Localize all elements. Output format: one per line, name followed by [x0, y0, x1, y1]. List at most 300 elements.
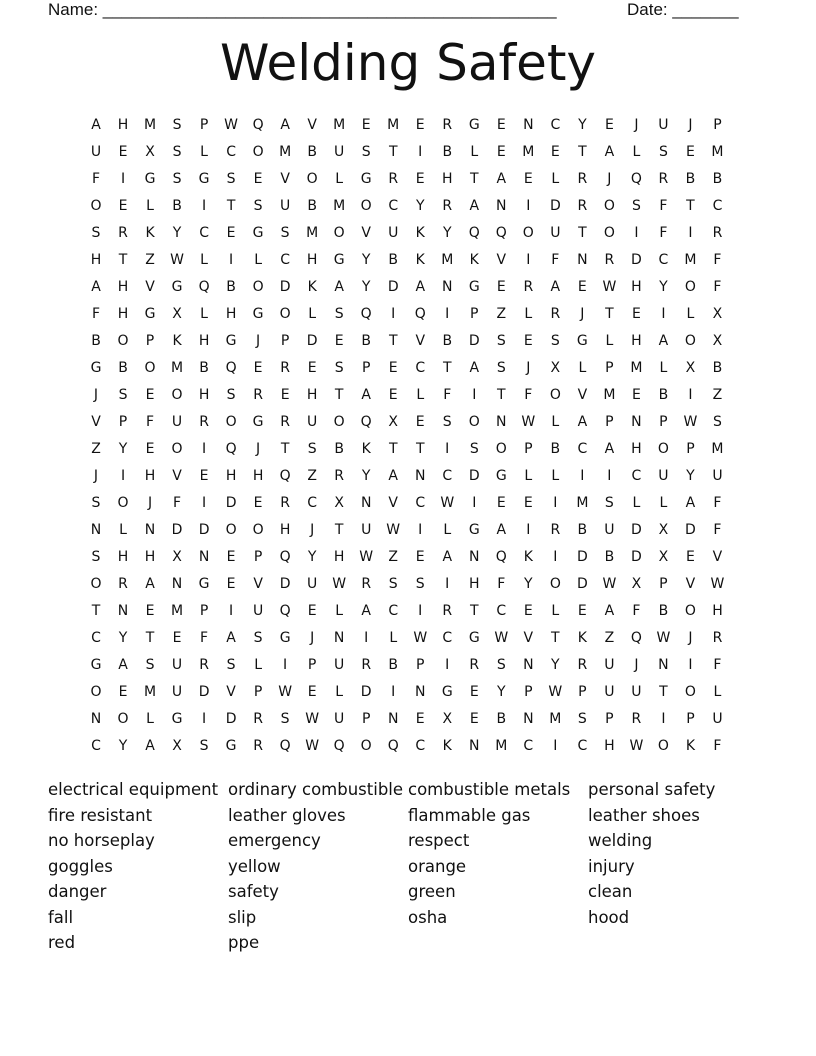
grid-letter[interactable]: Y: [172, 225, 182, 241]
grid-letter[interactable]: O: [603, 225, 615, 241]
grid-letter[interactable]: N: [442, 279, 453, 295]
grid-letter[interactable]: M: [711, 441, 724, 457]
grid-letter[interactable]: F: [713, 738, 722, 754]
grid-letter[interactable]: Q: [387, 738, 399, 754]
grid-letter[interactable]: S: [307, 441, 317, 457]
grid-letter[interactable]: L: [632, 495, 641, 511]
grid-letter[interactable]: L: [524, 306, 533, 322]
grid-letter[interactable]: V: [172, 468, 182, 484]
grid-letter[interactable]: O: [252, 522, 264, 538]
grid-letter[interactable]: E: [415, 711, 425, 727]
grid-letter[interactable]: S: [226, 657, 236, 673]
grid-letter[interactable]: I: [526, 522, 531, 538]
grid-letter[interactable]: K: [361, 441, 371, 457]
grid-letter[interactable]: F: [659, 225, 668, 241]
grid-letter[interactable]: A: [226, 630, 236, 646]
grid-letter[interactable]: N: [496, 198, 507, 214]
grid-letter[interactable]: R: [361, 657, 372, 673]
grid-letter[interactable]: I: [634, 225, 639, 241]
grid-letter[interactable]: X: [442, 711, 453, 727]
grid-letter[interactable]: P: [253, 549, 263, 565]
grid-letter[interactable]: J: [147, 495, 153, 511]
grid-letter[interactable]: E: [226, 225, 236, 241]
grid-letter[interactable]: I: [661, 711, 666, 727]
grid-letter[interactable]: R: [577, 198, 588, 214]
grid-letter[interactable]: D: [387, 279, 399, 295]
grid-letter[interactable]: R: [712, 630, 723, 646]
grid-letter[interactable]: F: [713, 495, 722, 511]
grid-letter[interactable]: L: [551, 414, 560, 430]
grid-letter[interactable]: O: [684, 333, 696, 349]
grid-letter[interactable]: K: [523, 549, 533, 565]
grid-letter[interactable]: N: [387, 711, 399, 727]
grid-letter[interactable]: N: [360, 495, 372, 511]
grid-letter[interactable]: S: [469, 441, 479, 457]
grid-letter[interactable]: I: [391, 684, 396, 700]
grid-letter[interactable]: Y: [551, 657, 560, 673]
grid-letter[interactable]: M: [495, 738, 508, 754]
grid-letter[interactable]: O: [684, 603, 696, 619]
grid-letter[interactable]: E: [118, 684, 128, 700]
grid-letter[interactable]: G: [90, 360, 102, 376]
grid-letter[interactable]: W: [602, 279, 617, 295]
grid-letter[interactable]: Q: [414, 306, 426, 322]
grid-letter[interactable]: E: [388, 360, 398, 376]
grid-letter[interactable]: R: [523, 279, 534, 295]
grid-letter[interactable]: B: [91, 333, 101, 349]
grid-letter[interactable]: Z: [496, 306, 507, 322]
grid-letter[interactable]: H: [144, 549, 156, 565]
grid-letter[interactable]: O: [603, 198, 615, 214]
grid-letter[interactable]: C: [91, 630, 101, 646]
grid-letter[interactable]: T: [497, 387, 506, 403]
grid-letter[interactable]: B: [307, 198, 317, 214]
grid-letter[interactable]: P: [605, 414, 614, 430]
grid-letter[interactable]: I: [445, 576, 450, 592]
grid-letter[interactable]: R: [334, 468, 345, 484]
grid-letter[interactable]: L: [200, 144, 208, 160]
grid-letter[interactable]: S: [226, 387, 236, 403]
grid-letter[interactable]: M: [387, 117, 400, 133]
grid-letter[interactable]: E: [307, 603, 317, 619]
grid-letter[interactable]: I: [418, 603, 423, 619]
grid-letter[interactable]: S: [280, 225, 290, 241]
grid-letter[interactable]: H: [117, 306, 129, 322]
grid-letter[interactable]: P: [416, 657, 425, 673]
grid-letter[interactable]: P: [361, 360, 371, 376]
grid-letter[interactable]: W: [386, 522, 401, 538]
grid-letter[interactable]: F: [632, 603, 641, 619]
grid-letter[interactable]: D: [631, 252, 642, 268]
grid-letter[interactable]: O: [90, 198, 102, 214]
grid-letter[interactable]: B: [361, 333, 371, 349]
grid-letter[interactable]: V: [523, 630, 534, 646]
grid-letter[interactable]: E: [361, 117, 371, 133]
grid-letter[interactable]: M: [333, 198, 346, 214]
grid-letter[interactable]: E: [523, 333, 533, 349]
grid-letter[interactable]: D: [225, 495, 237, 511]
grid-letter[interactable]: G: [252, 414, 264, 430]
grid-letter[interactable]: B: [199, 360, 209, 376]
grid-letter[interactable]: H: [117, 279, 129, 295]
grid-letter[interactable]: N: [523, 711, 534, 727]
grid-letter[interactable]: T: [578, 144, 587, 160]
grid-letter[interactable]: T: [280, 441, 290, 457]
grid-letter[interactable]: M: [143, 684, 157, 700]
grid-letter[interactable]: I: [445, 657, 450, 673]
grid-letter[interactable]: H: [252, 468, 264, 484]
grid-letter[interactable]: W: [521, 414, 536, 430]
grid-letter[interactable]: Q: [225, 441, 237, 457]
grid-letter[interactable]: N: [198, 549, 210, 565]
grid-letter[interactable]: G: [252, 306, 264, 322]
grid-letter[interactable]: S: [253, 630, 263, 646]
grid-letter[interactable]: I: [688, 387, 693, 403]
grid-letter[interactable]: O: [117, 495, 129, 511]
grid-letter[interactable]: A: [388, 468, 398, 484]
grid-letter[interactable]: J: [607, 171, 612, 187]
grid-letter[interactable]: Q: [360, 414, 372, 430]
grid-letter[interactable]: X: [631, 576, 642, 592]
grid-letter[interactable]: G: [441, 684, 453, 700]
grid-letter[interactable]: A: [442, 549, 453, 565]
grid-letter[interactable]: E: [415, 117, 425, 133]
grid-letter[interactable]: W: [413, 630, 428, 646]
grid-letter[interactable]: C: [658, 252, 669, 268]
grid-letter[interactable]: O: [225, 522, 237, 538]
grid-letter[interactable]: R: [442, 117, 453, 133]
grid-letter[interactable]: K: [172, 333, 182, 349]
grid-letter[interactable]: S: [334, 360, 344, 376]
grid-letter[interactable]: Y: [118, 738, 128, 754]
grid-letter[interactable]: U: [252, 603, 264, 619]
grid-letter[interactable]: W: [305, 738, 320, 754]
grid-letter[interactable]: O: [171, 387, 183, 403]
grid-letter[interactable]: N: [90, 522, 102, 538]
grid-letter[interactable]: V: [280, 171, 290, 187]
grid-letter[interactable]: S: [496, 657, 506, 673]
grid-letter[interactable]: G: [576, 333, 588, 349]
grid-letter[interactable]: H: [198, 333, 210, 349]
grid-letter[interactable]: U: [171, 684, 183, 700]
grid-letter[interactable]: G: [468, 522, 480, 538]
grid-letter[interactable]: M: [171, 360, 184, 376]
grid-letter[interactable]: H: [198, 387, 210, 403]
grid-letter[interactable]: Y: [686, 468, 695, 484]
grid-letter[interactable]: Z: [604, 630, 615, 646]
grid-letter[interactable]: H: [117, 549, 129, 565]
grid-letter[interactable]: L: [335, 171, 344, 187]
grid-letter[interactable]: M: [630, 360, 643, 376]
grid-letter[interactable]: Y: [361, 468, 371, 484]
grid-letter[interactable]: U: [631, 684, 642, 700]
grid-letter[interactable]: E: [307, 360, 317, 376]
grid-letter[interactable]: A: [280, 117, 290, 133]
grid-letter[interactable]: T: [686, 198, 695, 214]
grid-letter[interactable]: C: [307, 495, 318, 511]
grid-letter[interactable]: U: [307, 414, 318, 430]
grid-letter[interactable]: X: [658, 522, 669, 538]
grid-letter[interactable]: E: [415, 171, 425, 187]
grid-letter[interactable]: S: [226, 171, 236, 187]
grid-letter[interactable]: E: [686, 549, 695, 565]
grid-letter[interactable]: L: [119, 522, 127, 538]
grid-letter[interactable]: E: [118, 144, 128, 160]
grid-letter[interactable]: F: [91, 306, 101, 322]
grid-letter[interactable]: J: [526, 360, 531, 376]
grid-letter[interactable]: R: [253, 711, 263, 727]
grid-letter[interactable]: P: [470, 306, 479, 322]
grid-letter[interactable]: S: [415, 576, 425, 592]
grid-letter[interactable]: T: [118, 252, 128, 268]
grid-letter[interactable]: Q: [468, 225, 480, 241]
grid-letter[interactable]: G: [198, 171, 210, 187]
grid-letter[interactable]: H: [306, 252, 318, 268]
grid-letter[interactable]: D: [549, 198, 561, 214]
grid-letter[interactable]: F: [713, 657, 722, 673]
grid-letter[interactable]: Q: [279, 738, 291, 754]
grid-letter[interactable]: E: [145, 441, 155, 457]
grid-letter[interactable]: X: [334, 495, 344, 511]
grid-letter[interactable]: E: [577, 279, 587, 295]
grid-letter[interactable]: R: [658, 171, 669, 187]
grid-letter[interactable]: I: [472, 495, 477, 511]
grid-letter[interactable]: W: [710, 576, 725, 592]
grid-letter[interactable]: O: [360, 198, 372, 214]
grid-letter[interactable]: T: [388, 144, 398, 160]
grid-letter[interactable]: B: [334, 441, 344, 457]
grid-letter[interactable]: L: [146, 198, 154, 214]
grid-letter[interactable]: E: [496, 144, 506, 160]
grid-letter[interactable]: W: [548, 684, 563, 700]
grid-letter[interactable]: A: [496, 171, 507, 187]
grid-letter[interactable]: I: [661, 306, 666, 322]
grid-letter[interactable]: F: [713, 252, 722, 268]
grid-letter[interactable]: H: [333, 549, 345, 565]
grid-letter[interactable]: P: [280, 333, 290, 349]
grid-letter[interactable]: N: [631, 414, 642, 430]
grid-letter[interactable]: U: [604, 684, 615, 700]
grid-letter[interactable]: G: [333, 252, 345, 268]
grid-letter[interactable]: P: [524, 684, 533, 700]
grid-letter[interactable]: O: [90, 576, 102, 592]
grid-letter[interactable]: R: [280, 360, 290, 376]
grid-letter[interactable]: R: [550, 306, 561, 322]
grid-letter[interactable]: L: [308, 306, 317, 322]
grid-letter[interactable]: Y: [307, 549, 317, 565]
grid-letter[interactable]: H: [631, 441, 642, 457]
grid-letter[interactable]: D: [685, 522, 696, 538]
grid-letter[interactable]: T: [145, 630, 155, 646]
grid-letter[interactable]: O: [468, 414, 480, 430]
grid-letter[interactable]: T: [415, 441, 425, 457]
grid-letter[interactable]: U: [171, 657, 183, 673]
grid-letter[interactable]: D: [225, 711, 237, 727]
grid-letter[interactable]: L: [416, 387, 425, 403]
grid-letter[interactable]: Q: [279, 603, 291, 619]
grid-letter[interactable]: J: [688, 117, 693, 133]
grid-letter[interactable]: L: [335, 603, 344, 619]
grid-letter[interactable]: N: [90, 711, 102, 727]
grid-letter[interactable]: B: [550, 441, 561, 457]
grid-letter[interactable]: U: [658, 468, 669, 484]
grid-letter[interactable]: W: [359, 549, 374, 565]
grid-letter[interactable]: V: [253, 576, 263, 592]
grid-letter[interactable]: B: [388, 657, 399, 673]
grid-letter[interactable]: H: [144, 468, 156, 484]
grid-letter[interactable]: F: [146, 414, 155, 430]
grid-letter[interactable]: R: [577, 171, 588, 187]
grid-letter[interactable]: E: [226, 549, 236, 565]
grid-letter[interactable]: D: [468, 468, 480, 484]
grid-letter[interactable]: P: [145, 333, 155, 349]
grid-letter[interactable]: I: [202, 198, 207, 214]
grid-letter[interactable]: A: [577, 414, 588, 430]
grid-letter[interactable]: E: [226, 576, 236, 592]
grid-letter[interactable]: H: [441, 171, 453, 187]
grid-letter[interactable]: A: [658, 333, 669, 349]
grid-letter[interactable]: D: [576, 576, 588, 592]
grid-letter[interactable]: L: [470, 144, 479, 160]
grid-letter[interactable]: J: [93, 468, 99, 484]
grid-letter[interactable]: O: [144, 360, 156, 376]
grid-letter[interactable]: E: [469, 711, 479, 727]
grid-letter[interactable]: D: [198, 522, 210, 538]
grid-letter[interactable]: W: [224, 117, 239, 133]
grid-letter[interactable]: Z: [91, 441, 101, 457]
grid-letter[interactable]: O: [279, 306, 291, 322]
grid-letter[interactable]: O: [90, 684, 102, 700]
grid-letter[interactable]: S: [388, 576, 398, 592]
grid-letter[interactable]: J: [256, 441, 261, 457]
grid-letter[interactable]: W: [683, 414, 698, 430]
grid-letter[interactable]: S: [496, 360, 506, 376]
grid-letter[interactable]: G: [468, 279, 480, 295]
grid-letter[interactable]: V: [712, 549, 723, 565]
grid-letter[interactable]: Q: [360, 306, 372, 322]
grid-letter[interactable]: B: [658, 387, 669, 403]
grid-letter[interactable]: I: [283, 657, 288, 673]
grid-letter[interactable]: M: [684, 252, 697, 268]
grid-letter[interactable]: A: [361, 603, 371, 619]
grid-letter[interactable]: P: [686, 711, 695, 727]
grid-letter[interactable]: C: [415, 360, 426, 376]
grid-letter[interactable]: M: [441, 252, 454, 268]
grid-letter[interactable]: E: [145, 603, 155, 619]
grid-letter[interactable]: T: [551, 630, 560, 646]
grid-letter[interactable]: E: [523, 603, 533, 619]
grid-letter[interactable]: U: [712, 711, 723, 727]
grid-letter[interactable]: W: [305, 711, 320, 727]
grid-letter[interactable]: S: [91, 495, 101, 511]
grid-letter[interactable]: G: [171, 279, 183, 295]
grid-letter[interactable]: O: [252, 279, 264, 295]
grid-letter[interactable]: K: [415, 225, 425, 241]
grid-letter[interactable]: C: [577, 738, 588, 754]
grid-letter[interactable]: T: [334, 522, 344, 538]
grid-letter[interactable]: E: [496, 117, 506, 133]
grid-letter[interactable]: S: [334, 306, 344, 322]
grid-letter[interactable]: P: [307, 657, 317, 673]
grid-letter[interactable]: M: [603, 387, 616, 403]
grid-letter[interactable]: E: [686, 144, 695, 160]
grid-letter[interactable]: B: [685, 171, 696, 187]
grid-letter[interactable]: N: [171, 576, 183, 592]
grid-letter[interactable]: H: [631, 333, 642, 349]
grid-letter[interactable]: L: [578, 360, 587, 376]
grid-letter[interactable]: I: [553, 495, 558, 511]
grid-letter[interactable]: K: [442, 738, 452, 754]
grid-letter[interactable]: R: [388, 171, 399, 187]
grid-letter[interactable]: S: [550, 333, 560, 349]
grid-letter[interactable]: H: [604, 738, 615, 754]
grid-letter[interactable]: O: [333, 414, 345, 430]
grid-letter[interactable]: R: [469, 657, 480, 673]
grid-letter[interactable]: O: [252, 144, 264, 160]
grid-letter[interactable]: R: [577, 657, 588, 673]
grid-letter[interactable]: H: [90, 252, 102, 268]
grid-letter[interactable]: O: [306, 171, 318, 187]
grid-letter[interactable]: B: [712, 171, 723, 187]
grid-letter[interactable]: U: [658, 117, 669, 133]
grid-letter[interactable]: P: [361, 711, 371, 727]
grid-letter[interactable]: S: [172, 171, 182, 187]
grid-letter[interactable]: Q: [495, 225, 507, 241]
grid-letter[interactable]: V: [361, 225, 371, 241]
grid-letter[interactable]: E: [172, 630, 182, 646]
grid-letter[interactable]: V: [388, 495, 398, 511]
grid-letter[interactable]: D: [306, 333, 318, 349]
grid-letter[interactable]: B: [442, 144, 453, 160]
grid-letter[interactable]: G: [171, 711, 183, 727]
grid-letter[interactable]: E: [604, 117, 614, 133]
grid-letter[interactable]: V: [577, 387, 588, 403]
grid-letter[interactable]: S: [631, 198, 641, 214]
grid-letter[interactable]: R: [712, 225, 723, 241]
grid-letter[interactable]: I: [607, 468, 612, 484]
grid-letter[interactable]: E: [631, 306, 641, 322]
grid-letter[interactable]: V: [496, 252, 507, 268]
grid-letter[interactable]: A: [604, 603, 615, 619]
grid-letter[interactable]: U: [334, 144, 345, 160]
grid-letter[interactable]: H: [225, 468, 237, 484]
grid-letter[interactable]: I: [120, 171, 126, 187]
grid-letter[interactable]: L: [254, 657, 263, 673]
grid-letter[interactable]: J: [310, 522, 315, 538]
grid-letter[interactable]: E: [145, 387, 155, 403]
grid-letter[interactable]: F: [91, 171, 101, 187]
grid-letter[interactable]: R: [253, 738, 263, 754]
grid-letter[interactable]: U: [334, 711, 345, 727]
grid-letter[interactable]: S: [118, 387, 128, 403]
grid-letter[interactable]: C: [577, 441, 588, 457]
grid-letter[interactable]: L: [551, 603, 560, 619]
grid-letter[interactable]: F: [524, 387, 533, 403]
grid-letter[interactable]: O: [360, 738, 372, 754]
grid-letter[interactable]: E: [496, 279, 506, 295]
grid-letter[interactable]: P: [659, 414, 668, 430]
grid-letter[interactable]: T: [91, 603, 101, 619]
grid-letter[interactable]: C: [631, 468, 642, 484]
grid-letter[interactable]: X: [712, 333, 723, 349]
grid-letter[interactable]: T: [442, 360, 452, 376]
grid-letter[interactable]: I: [364, 630, 369, 646]
grid-letter[interactable]: E: [253, 171, 263, 187]
grid-letter[interactable]: K: [685, 738, 696, 754]
grid-letter[interactable]: C: [415, 495, 426, 511]
grid-letter[interactable]: O: [495, 441, 507, 457]
grid-letter[interactable]: T: [334, 387, 344, 403]
